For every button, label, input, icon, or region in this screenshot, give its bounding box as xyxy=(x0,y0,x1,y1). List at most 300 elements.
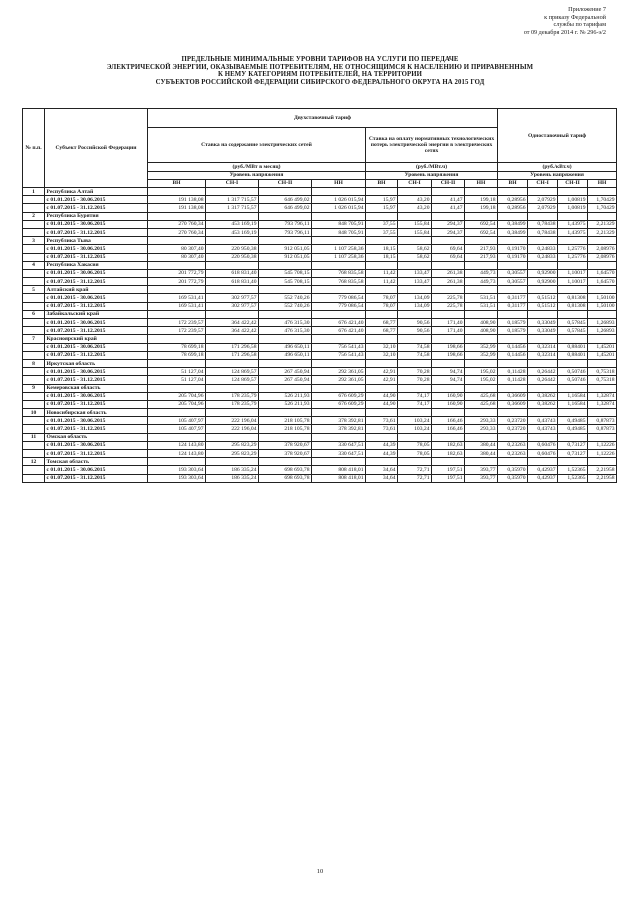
empty-cell xyxy=(432,212,465,220)
value-cell: 72,71 xyxy=(398,474,432,482)
value-cell: 0,57845 xyxy=(558,327,588,335)
empty-cell xyxy=(498,261,528,269)
value-cell: 0,19170 xyxy=(498,245,528,253)
value-cell: 44,90 xyxy=(366,400,398,408)
value-cell: 449,73 xyxy=(465,269,498,277)
region-row xyxy=(23,188,617,196)
level-sn2: СН-II xyxy=(558,179,588,187)
title-line: К НЕМУ КАТЕГОРИЯМ ПОТРЕБИТЕЛЕЙ, НА ТЕРРИТОРИИ xyxy=(217,71,423,79)
value-cell: 0,51512 xyxy=(528,302,558,310)
region-number: 4 xyxy=(23,261,45,269)
empty-cell xyxy=(23,376,45,384)
value-cell: 1,16584 xyxy=(558,392,588,400)
value-cell: 68,77 xyxy=(366,327,398,335)
empty-cell xyxy=(366,359,398,367)
empty-cell xyxy=(23,269,45,277)
empty-cell xyxy=(588,359,617,367)
value-cell: 0,11428 xyxy=(498,376,528,384)
empty-cell xyxy=(528,335,558,343)
value-cell: 220 950,38 xyxy=(206,253,259,261)
empty-cell xyxy=(498,409,528,417)
empty-cell xyxy=(588,409,617,417)
empty-cell xyxy=(23,204,45,212)
empty-cell xyxy=(366,286,398,294)
region-row xyxy=(23,286,617,294)
value-cell: 545 708,15 xyxy=(259,269,312,277)
level-nn: НН xyxy=(312,179,366,187)
region-name: Республика Тыва xyxy=(45,237,148,245)
value-cell: 0,87873 xyxy=(588,425,617,433)
value-cell: 18,15 xyxy=(366,253,398,261)
value-cell: 0,49485 xyxy=(558,425,588,433)
value-cell: 73,61 xyxy=(366,417,398,425)
period-row xyxy=(23,425,617,433)
value-cell: 756 541,43 xyxy=(312,343,366,351)
value-cell: 195,02 xyxy=(465,376,498,384)
empty-cell xyxy=(206,335,259,343)
value-cell: 295 823,29 xyxy=(206,441,259,449)
value-cell: 51 127,04 xyxy=(148,376,206,384)
value-cell: 0,92900 xyxy=(528,269,558,277)
level-nn: НН xyxy=(588,179,617,187)
value-cell: 1,52365 xyxy=(558,466,588,474)
value-cell: 0,78438 xyxy=(528,228,558,236)
period-row xyxy=(23,327,617,335)
value-cell: 69,64 xyxy=(432,253,465,261)
value-cell: 74,58 xyxy=(398,343,432,351)
empty-cell xyxy=(398,335,432,343)
value-cell: 912 051,05 xyxy=(259,253,312,261)
value-cell: 793 796,11 xyxy=(259,228,312,236)
empty-cell xyxy=(528,286,558,294)
region-name: Забайкальский край xyxy=(45,310,148,318)
value-cell: 1,70429 xyxy=(588,204,617,212)
region-row xyxy=(23,359,617,367)
value-cell: 90,56 xyxy=(398,327,432,335)
value-cell: 0,18579 xyxy=(498,319,528,327)
empty-cell xyxy=(558,261,588,269)
value-cell: 292 361,05 xyxy=(312,368,366,376)
value-cell: 408,90 xyxy=(465,327,498,335)
empty-cell xyxy=(259,261,312,269)
value-cell: 124 869,57 xyxy=(206,368,259,376)
empty-cell xyxy=(528,237,558,245)
value-cell: 1,10017 xyxy=(558,278,588,286)
region-row xyxy=(23,261,617,269)
period-label: с 01.01.2015 - 30.06.2015 xyxy=(45,196,148,204)
value-cell: 218 105,78 xyxy=(259,417,312,425)
value-cell: 618 831,40 xyxy=(206,278,259,286)
value-cell: 408,90 xyxy=(465,319,498,327)
value-cell: 205 704,96 xyxy=(148,392,206,400)
empty-cell xyxy=(23,343,45,351)
value-cell: 2,07929 xyxy=(528,204,558,212)
value-cell: 166,46 xyxy=(432,425,465,433)
value-cell: 293,33 xyxy=(465,417,498,425)
value-cell: 160,90 xyxy=(432,400,465,408)
value-cell: 0,81308 xyxy=(558,302,588,310)
region-name: Республика Бурятия xyxy=(45,212,148,220)
voltage-level-label: Уровень напряжения xyxy=(148,171,366,179)
value-cell: 178 235,79 xyxy=(206,392,259,400)
period-row xyxy=(23,278,617,286)
value-cell: 768 835,58 xyxy=(312,278,366,286)
empty-cell xyxy=(398,310,432,318)
value-cell: 0,23720 xyxy=(498,425,528,433)
empty-cell xyxy=(588,212,617,220)
empty-cell xyxy=(148,458,206,466)
empty-cell xyxy=(558,310,588,318)
value-cell: 191 138,08 xyxy=(148,204,206,212)
value-cell: 78,07 xyxy=(366,302,398,310)
value-cell: 1,43975 xyxy=(558,220,588,228)
empty-cell xyxy=(465,433,498,441)
value-cell: 380,44 xyxy=(465,441,498,449)
period-label: с 01.01.2015 - 30.06.2015 xyxy=(45,368,148,376)
value-cell: 618 831,40 xyxy=(206,269,259,277)
region-row xyxy=(23,384,617,392)
value-cell: 1,70429 xyxy=(588,196,617,204)
value-cell: 178 235,79 xyxy=(206,400,259,408)
empty-cell xyxy=(206,188,259,196)
value-cell: 182,63 xyxy=(432,450,465,458)
value-cell: 0,50746 xyxy=(558,376,588,384)
region-row xyxy=(23,212,617,220)
level-sn2: СН-II xyxy=(259,179,312,187)
value-cell: 449,73 xyxy=(465,278,498,286)
value-cell: 1 317 715,57 xyxy=(206,204,259,212)
unit-maintenance: (руб./МВт в месяц) xyxy=(148,163,366,171)
value-cell: 692,54 xyxy=(465,220,498,228)
value-cell: 1,50100 xyxy=(588,294,617,302)
period-label: с 01.01.2015 - 30.06.2015 xyxy=(45,466,148,474)
value-cell: 545 708,15 xyxy=(259,278,312,286)
value-cell: 44,39 xyxy=(366,450,398,458)
empty-cell xyxy=(465,458,498,466)
value-cell: 378 392,81 xyxy=(312,425,366,433)
appendix-line: Приложение 7 xyxy=(568,6,606,13)
value-cell: 0,60476 xyxy=(528,441,558,449)
value-cell: 225,78 xyxy=(432,302,465,310)
empty-cell xyxy=(432,409,465,417)
empty-cell xyxy=(498,212,528,220)
value-cell: 195,02 xyxy=(465,368,498,376)
empty-cell xyxy=(558,359,588,367)
region-name: Томская область xyxy=(45,458,148,466)
empty-cell xyxy=(312,384,366,392)
empty-cell xyxy=(23,327,45,335)
appendix-line: от 09 декабря 2014 г. № 296-э/2 xyxy=(523,28,606,36)
empty-cell xyxy=(148,409,206,417)
region-row xyxy=(23,237,617,245)
value-cell: 302 977,57 xyxy=(206,294,259,302)
value-cell: 0,36609 xyxy=(498,392,528,400)
period-label: с 01.01.2015 - 30.06.2015 xyxy=(45,392,148,400)
value-cell: 72,71 xyxy=(398,466,432,474)
empty-cell xyxy=(465,237,498,245)
value-cell: 0,75318 xyxy=(588,368,617,376)
empty-cell xyxy=(312,433,366,441)
period-label: с 01.07.2015 - 31.12.2015 xyxy=(45,327,148,335)
period-row xyxy=(23,450,617,458)
value-cell: 0,92900 xyxy=(528,278,558,286)
value-cell: 848 705,91 xyxy=(312,220,366,228)
appendix-reference xyxy=(524,6,606,36)
value-cell: 69,64 xyxy=(432,245,465,253)
value-cell: 0,60476 xyxy=(528,450,558,458)
unit-single: (руб./кВт.ч) xyxy=(498,163,617,171)
empty-cell xyxy=(259,409,312,417)
empty-cell xyxy=(148,237,206,245)
value-cell: 201 772,79 xyxy=(148,278,206,286)
value-cell: 172 239,57 xyxy=(148,319,206,327)
period-row xyxy=(23,302,617,310)
value-cell: 0,38499 xyxy=(498,220,528,228)
unit-losses: (руб./МВт.ч) xyxy=(366,163,498,171)
empty-cell xyxy=(558,212,588,220)
value-cell: 105 407,97 xyxy=(148,425,206,433)
value-cell: 42,91 xyxy=(366,376,398,384)
empty-cell xyxy=(366,237,398,245)
empty-cell xyxy=(259,237,312,245)
empty-cell xyxy=(23,228,45,236)
value-cell: 51 127,04 xyxy=(148,368,206,376)
value-cell: 80 307,40 xyxy=(148,253,206,261)
value-cell: 171 296,58 xyxy=(206,343,259,351)
period-row xyxy=(23,466,617,474)
empty-cell xyxy=(148,310,206,318)
value-cell: 134,09 xyxy=(398,294,432,302)
period-row xyxy=(23,474,617,482)
empty-cell xyxy=(398,384,432,392)
value-cell: 197,51 xyxy=(432,466,465,474)
empty-cell xyxy=(206,409,259,417)
empty-cell xyxy=(498,188,528,196)
value-cell: 808 418,01 xyxy=(312,474,366,482)
value-cell: 134,09 xyxy=(398,302,432,310)
empty-cell xyxy=(465,212,498,220)
value-cell: 0,28956 xyxy=(498,196,528,204)
value-cell: 1,32874 xyxy=(588,400,617,408)
period-label: с 01.01.2015 - 30.06.2015 xyxy=(45,343,148,351)
value-cell: 453 169,19 xyxy=(206,220,259,228)
empty-cell xyxy=(588,188,617,196)
empty-cell xyxy=(528,212,558,220)
empty-cell xyxy=(588,261,617,269)
empty-cell xyxy=(558,433,588,441)
value-cell: 32,10 xyxy=(366,351,398,359)
empty-cell xyxy=(148,261,206,269)
empty-cell xyxy=(465,359,498,367)
empty-cell xyxy=(528,458,558,466)
empty-cell xyxy=(366,433,398,441)
value-cell: 0,23720 xyxy=(498,417,528,425)
empty-cell xyxy=(148,335,206,343)
level-vn: ВН xyxy=(148,179,206,187)
value-cell: 0,11428 xyxy=(498,368,528,376)
period-label: с 01.07.2015 - 31.12.2015 xyxy=(45,228,148,236)
value-cell: 0,18579 xyxy=(498,327,528,335)
value-cell: 1,16584 xyxy=(558,400,588,408)
value-cell: 133,47 xyxy=(398,269,432,277)
value-cell: 0,35970 xyxy=(498,474,528,482)
empty-cell xyxy=(398,212,432,220)
value-cell: 0,88401 xyxy=(558,343,588,351)
period-label: с 01.07.2015 - 31.12.2015 xyxy=(45,400,148,408)
empty-cell xyxy=(259,458,312,466)
empty-cell xyxy=(312,409,366,417)
empty-cell xyxy=(558,335,588,343)
empty-cell xyxy=(432,384,465,392)
empty-cell xyxy=(498,458,528,466)
empty-cell xyxy=(528,359,558,367)
value-cell: 225,78 xyxy=(432,294,465,302)
value-cell: 155,84 xyxy=(398,228,432,236)
period-label: с 01.07.2015 - 31.12.2015 xyxy=(45,376,148,384)
value-cell: 90,56 xyxy=(398,319,432,327)
value-cell: 1,00819 xyxy=(558,196,588,204)
empty-cell xyxy=(558,384,588,392)
value-cell: 193 303,64 xyxy=(148,474,206,482)
empty-cell xyxy=(398,409,432,417)
value-cell: 0,57845 xyxy=(558,319,588,327)
value-cell: 2,08976 xyxy=(588,253,617,261)
empty-cell xyxy=(398,188,432,196)
value-cell: 294,37 xyxy=(432,228,465,236)
value-cell: 779 086,54 xyxy=(312,294,366,302)
header-subject: Субъект Российской Федерации xyxy=(45,109,148,188)
value-cell: 94,74 xyxy=(432,376,465,384)
value-cell: 1 107 258,36 xyxy=(312,245,366,253)
empty-cell xyxy=(432,359,465,367)
value-cell: 218 105,78 xyxy=(259,425,312,433)
value-cell: 43,20 xyxy=(398,204,432,212)
empty-cell xyxy=(23,392,45,400)
empty-cell xyxy=(498,335,528,343)
value-cell: 1,10017 xyxy=(558,269,588,277)
value-cell: 103,24 xyxy=(398,417,432,425)
value-cell: 0,26442 xyxy=(528,368,558,376)
value-cell: 74,58 xyxy=(398,351,432,359)
value-cell: 0,42937 xyxy=(528,474,558,482)
value-cell: 0,42937 xyxy=(528,466,558,474)
period-label: с 01.07.2015 - 31.12.2015 xyxy=(45,253,148,261)
value-cell: 58,62 xyxy=(398,245,432,253)
value-cell: 0,36609 xyxy=(498,400,528,408)
level-nn: НН xyxy=(465,179,498,187)
value-cell: 44,90 xyxy=(366,392,398,400)
period-row xyxy=(23,417,617,425)
period-label: с 01.01.2015 - 30.06.2015 xyxy=(45,441,148,449)
value-cell: 1,45201 xyxy=(588,343,617,351)
region-number: 10 xyxy=(23,409,45,417)
value-cell: 1,32874 xyxy=(588,392,617,400)
period-row xyxy=(23,220,617,228)
region-number: 8 xyxy=(23,359,45,367)
value-cell: 172 239,57 xyxy=(148,327,206,335)
period-label: с 01.01.2015 - 30.06.2015 xyxy=(45,245,148,253)
value-cell: 2,08976 xyxy=(588,245,617,253)
period-row xyxy=(23,196,617,204)
value-cell: 44,39 xyxy=(366,441,398,449)
empty-cell xyxy=(366,188,398,196)
empty-cell xyxy=(432,286,465,294)
empty-cell xyxy=(558,409,588,417)
empty-cell xyxy=(498,310,528,318)
value-cell: 1,25776 xyxy=(558,253,588,261)
empty-cell xyxy=(23,302,45,310)
value-cell: 201 772,79 xyxy=(148,269,206,277)
value-cell: 11,42 xyxy=(366,269,398,277)
level-sn1: СН-I xyxy=(206,179,259,187)
value-cell: 0,14456 xyxy=(498,343,528,351)
region-name: Республика Алтай xyxy=(45,188,148,196)
value-cell: 105 407,97 xyxy=(148,417,206,425)
empty-cell xyxy=(206,212,259,220)
empty-cell xyxy=(206,433,259,441)
value-cell: 15,97 xyxy=(366,204,398,212)
empty-cell xyxy=(432,335,465,343)
value-cell: 393,77 xyxy=(465,474,498,482)
value-cell: 1,12226 xyxy=(588,450,617,458)
period-row xyxy=(23,392,617,400)
empty-cell xyxy=(558,188,588,196)
value-cell: 0,73127 xyxy=(558,450,588,458)
value-cell: 197,51 xyxy=(432,474,465,482)
empty-cell xyxy=(465,384,498,392)
value-cell: 676 609,29 xyxy=(312,392,366,400)
value-cell: 526 211,93 xyxy=(259,392,312,400)
empty-cell xyxy=(366,261,398,269)
value-cell: 0,38262 xyxy=(528,400,558,408)
value-cell: 476 315,30 xyxy=(259,319,312,327)
period-label: с 01.07.2015 - 31.12.2015 xyxy=(45,450,148,458)
header-two-part: Двухставочный тариф xyxy=(148,109,498,128)
value-cell: 364 422,42 xyxy=(206,327,259,335)
value-cell: 768 835,58 xyxy=(312,269,366,277)
value-cell: 155,84 xyxy=(398,220,432,228)
value-cell: 1,50100 xyxy=(588,302,617,310)
value-cell: 1,26893 xyxy=(588,319,617,327)
value-cell: 186 335,24 xyxy=(206,466,259,474)
value-cell: 0,26442 xyxy=(528,376,558,384)
value-cell: 378 920,67 xyxy=(259,450,312,458)
level-sn1: СН-I xyxy=(398,179,432,187)
empty-cell xyxy=(206,458,259,466)
value-cell: 73,61 xyxy=(366,425,398,433)
value-cell: 78,07 xyxy=(366,294,398,302)
empty-cell xyxy=(432,458,465,466)
value-cell: 2,21329 xyxy=(588,228,617,236)
region-row xyxy=(23,433,617,441)
value-cell: 222 196,04 xyxy=(206,425,259,433)
empty-cell xyxy=(259,212,312,220)
empty-cell xyxy=(259,335,312,343)
value-cell: 103,24 xyxy=(398,425,432,433)
empty-cell xyxy=(312,261,366,269)
period-row xyxy=(23,294,617,302)
empty-cell xyxy=(465,188,498,196)
value-cell: 198,66 xyxy=(432,343,465,351)
empty-cell xyxy=(398,359,432,367)
value-cell: 0,31177 xyxy=(498,294,528,302)
empty-cell xyxy=(259,433,312,441)
value-cell: 186 335,24 xyxy=(206,474,259,482)
empty-cell xyxy=(23,417,45,425)
region-row xyxy=(23,409,617,417)
region-number: 6 xyxy=(23,310,45,318)
document-title xyxy=(0,56,640,86)
